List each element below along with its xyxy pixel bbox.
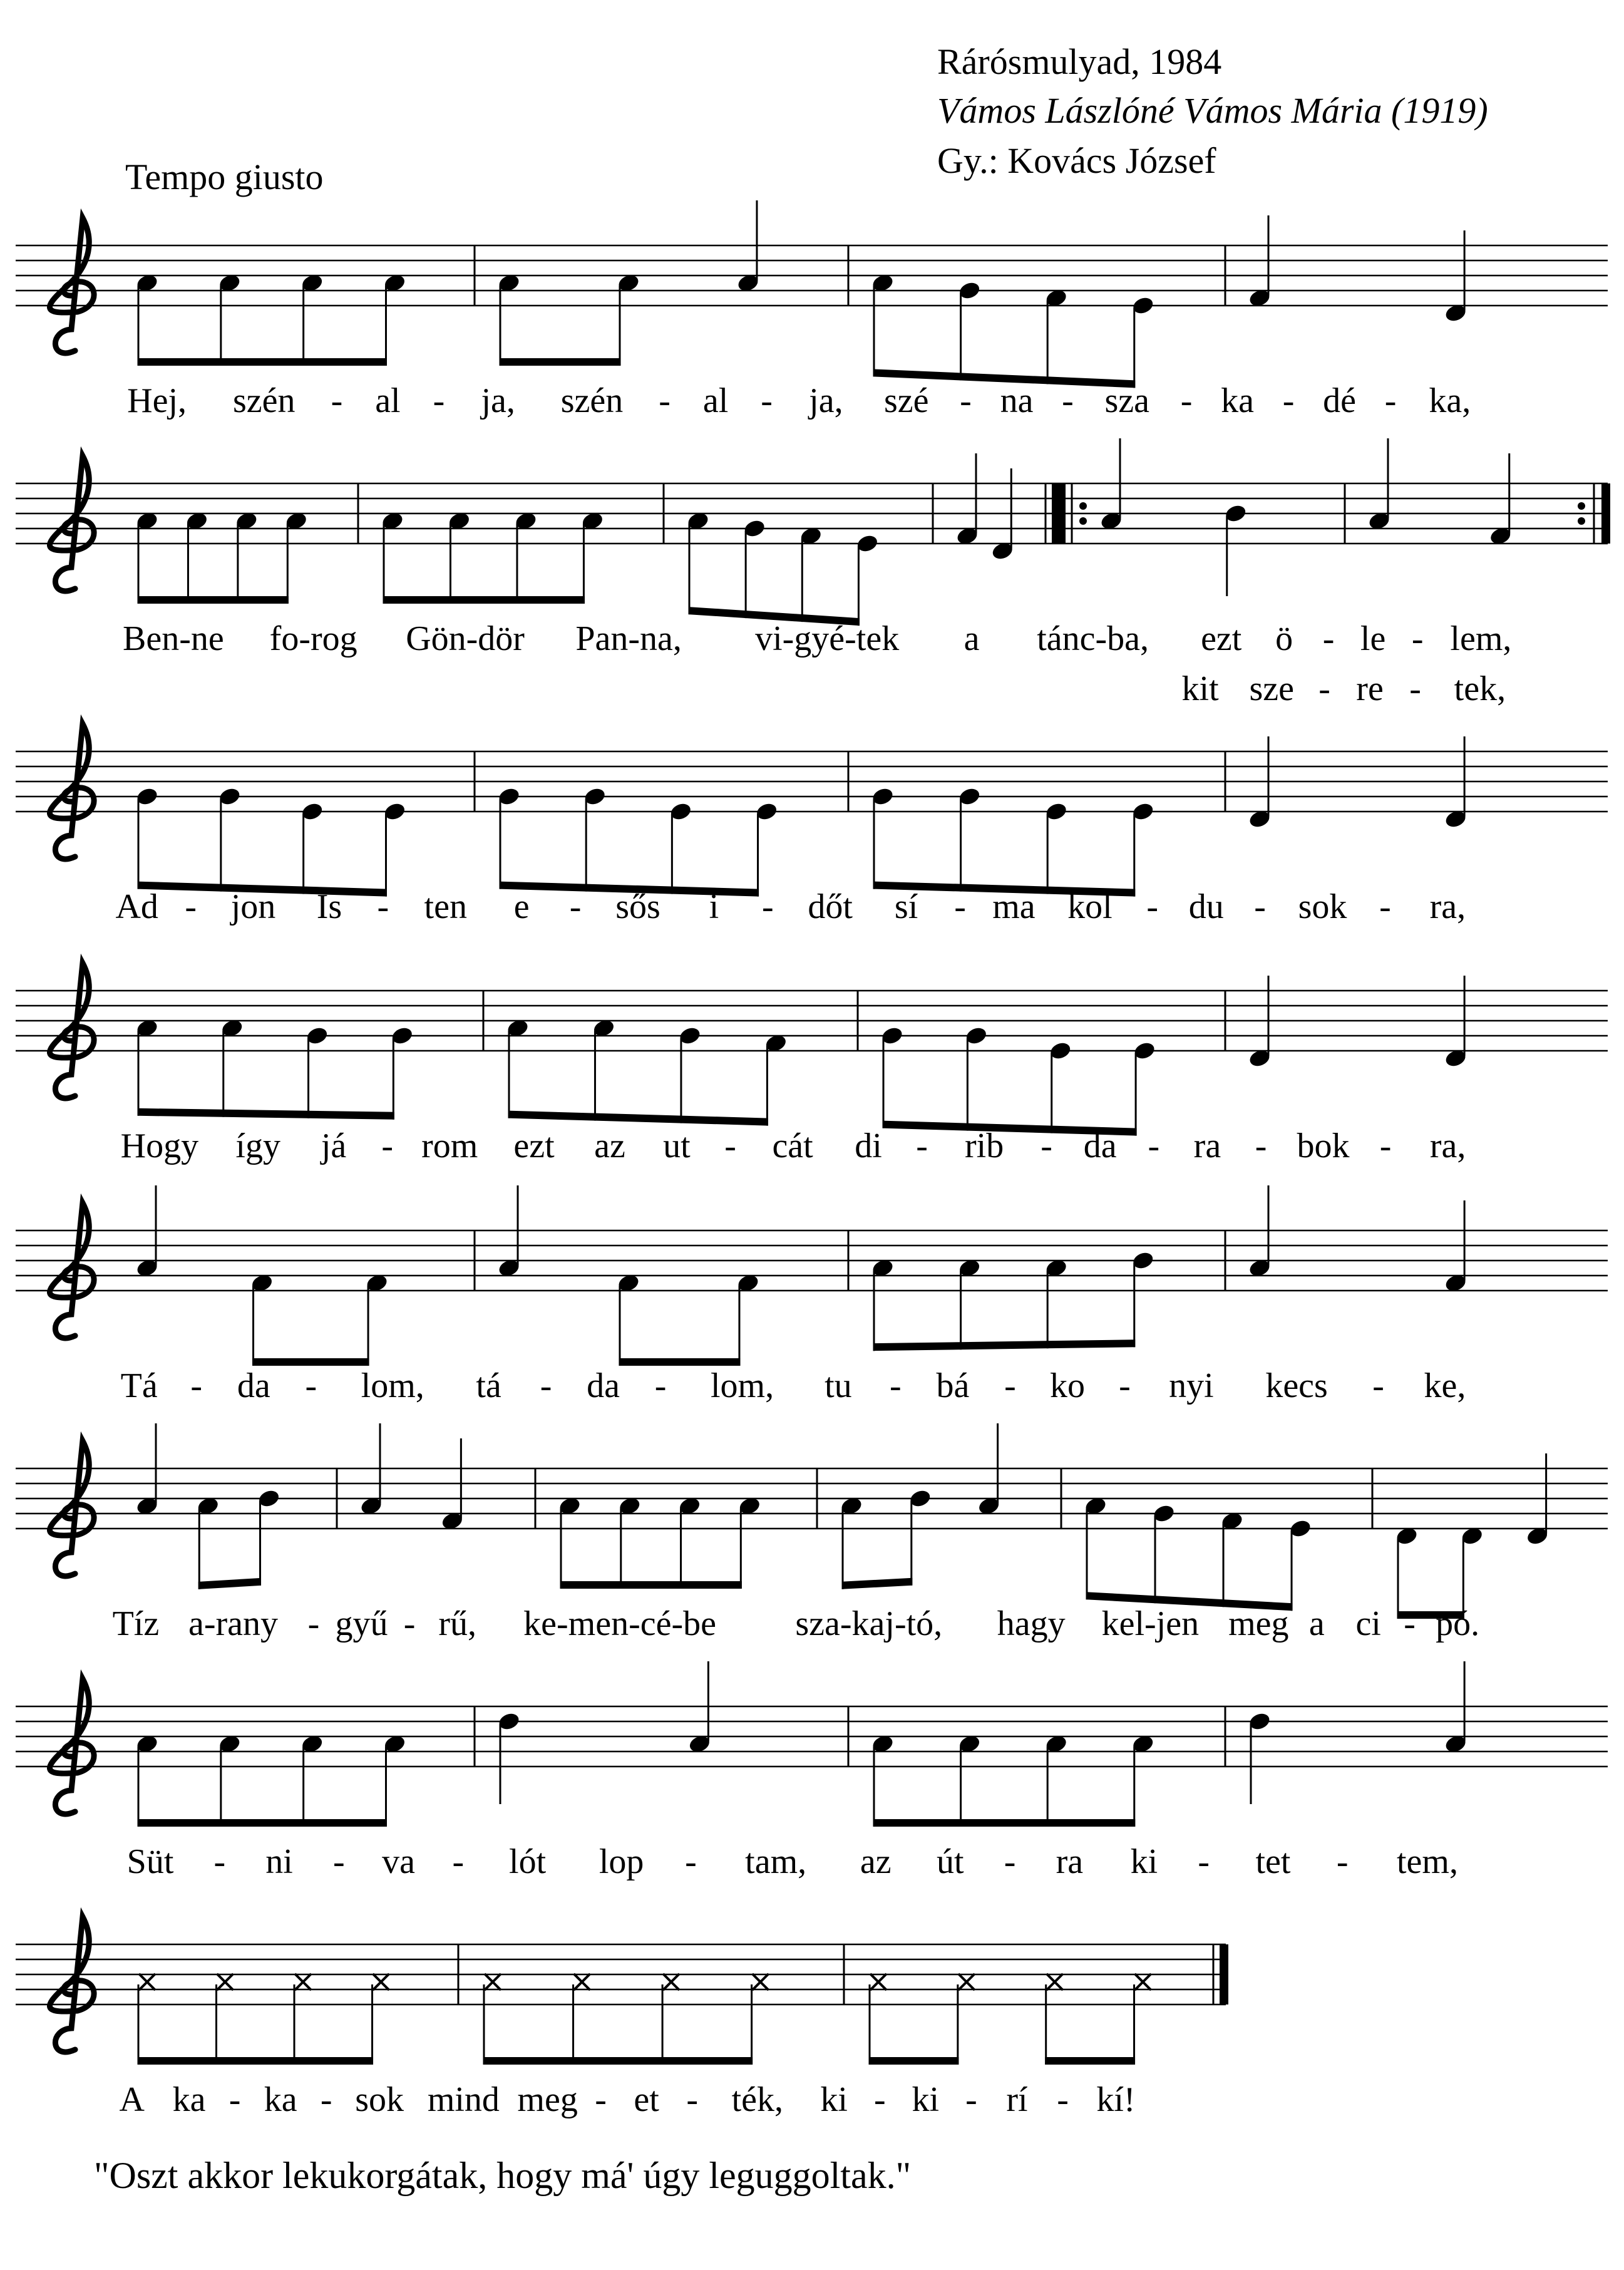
final-barline — [1601, 483, 1610, 544]
lyric-syllable: tek, — [1454, 669, 1506, 708]
lyric-syllable: ö — [1275, 619, 1293, 658]
lyric-syllable: pó. — [1436, 1604, 1480, 1643]
lyric-hyphen: - — [916, 1127, 928, 1165]
lyric-syllable: Hej, — [127, 381, 187, 420]
beam — [383, 596, 585, 604]
lyric-hyphen: - — [1404, 1604, 1416, 1643]
lyric-syllable: kecs — [1265, 1366, 1328, 1405]
lyric-hyphen: - — [685, 1842, 697, 1881]
lyric-hyphen: - — [305, 1366, 317, 1405]
beam — [138, 1819, 387, 1827]
lyric-syllable: Tá — [120, 1366, 158, 1405]
beam — [1045, 2057, 1135, 2065]
lyric-hyphen: - — [1004, 1366, 1016, 1405]
lyric-syllable: dé — [1323, 381, 1356, 420]
lyric-syllable: hagy — [997, 1604, 1066, 1643]
beam — [873, 1819, 1136, 1827]
staff-system — [16, 724, 1608, 926]
lyric-syllable: az — [860, 1842, 892, 1881]
lyric-hyphen: - — [686, 2080, 699, 2119]
lyric-hyphen: - — [1057, 2080, 1069, 2119]
lyric-syllable: di — [855, 1127, 882, 1165]
footer-quote: "Oszt akkor lekukorgátak, hogy má' úgy leguggoltak." — [94, 2155, 912, 2196]
lyric-syllable: fo-rog — [269, 619, 357, 658]
lyric-syllable: kel-jen — [1101, 1604, 1200, 1643]
lyric-hyphen: - — [761, 887, 774, 926]
lyric-syllable: cát — [772, 1127, 813, 1165]
lyric-hyphen: - — [1254, 887, 1266, 926]
lyric-hyphen: - — [1384, 381, 1397, 420]
lyric-hyphen: - — [595, 2080, 607, 2119]
lyric-hyphen: - — [659, 381, 671, 420]
lyric-syllable: na — [1000, 381, 1034, 420]
lyric-hyphen: - — [1198, 1842, 1210, 1881]
lyric-hyphen: - — [1282, 381, 1295, 420]
staff-system — [16, 438, 1610, 708]
lyric-syllable: a — [1308, 1604, 1325, 1643]
lyric-syllable: da — [587, 1366, 620, 1405]
lyric-syllable: Süt — [126, 1842, 174, 1881]
lyric-syllable: rom — [421, 1127, 478, 1165]
lyric-hyphen: - — [1336, 1842, 1349, 1881]
lyric-hyphen: - — [761, 381, 773, 420]
beam — [138, 1108, 394, 1120]
lyric-syllable: e — [513, 887, 530, 926]
lyric-syllable: da — [237, 1366, 270, 1405]
lyric-syllable: le — [1360, 619, 1386, 658]
lyric-syllable: já — [321, 1127, 347, 1165]
lyric-syllable: tu — [825, 1366, 852, 1405]
lyric-hyphen: - — [1180, 381, 1193, 420]
repeat-dot — [1578, 502, 1585, 510]
lyric-syllable: al — [702, 381, 729, 420]
lyric-syllable: sok — [1298, 887, 1347, 926]
lyric-syllable: rű, — [438, 1604, 477, 1643]
lyric-hyphen: - — [377, 887, 389, 926]
lyric-hyphen: - — [873, 2080, 886, 2119]
lyric-hyphen: - — [1119, 1366, 1131, 1405]
lyric-syllable: ka — [264, 2080, 297, 2119]
lyric-syllable: dőt — [808, 887, 853, 926]
lyric-syllable: meg — [517, 2080, 578, 2119]
lyric-syllable: bá — [936, 1366, 970, 1405]
lyric-syllable: kí! — [1096, 2080, 1136, 2119]
lyric-syllable: Gön-dör — [406, 619, 525, 658]
lyric-hyphen: - — [433, 381, 445, 420]
lyric-syllable: Ben-ne — [123, 619, 224, 658]
beam — [500, 358, 621, 366]
treble-clef-icon — [49, 1917, 94, 2052]
beam — [508, 1111, 768, 1126]
beam — [138, 358, 387, 366]
lyric-syllable: ki — [912, 2080, 940, 2119]
treble-clef-icon — [49, 218, 94, 353]
lyric-hyphen: - — [724, 1127, 736, 1165]
lyric-syllable: nyi — [1169, 1366, 1214, 1405]
lyric-syllable: lem, — [1450, 619, 1512, 658]
beam — [198, 1578, 261, 1589]
lyric-syllable: ezt — [513, 1127, 555, 1165]
lyric-syllable: va — [382, 1842, 416, 1881]
lyric-syllable: gyű — [335, 1604, 388, 1643]
lyric-syllable: ja, — [809, 381, 843, 420]
lyric-syllable: lót — [509, 1842, 547, 1881]
lyric-syllable: et — [634, 2080, 659, 2119]
repeat-dot — [1079, 517, 1087, 525]
lyric-syllable: ka — [1221, 381, 1254, 420]
lyric-syllable: ra — [1193, 1127, 1221, 1165]
lyric-syllable: rib — [965, 1127, 1004, 1165]
lyric-syllable: sza — [1104, 381, 1150, 420]
performer: Vámos Lászlóné Vámos Mária (1919) — [937, 90, 1488, 131]
lyric-syllable: mind — [427, 2080, 500, 2119]
staff-system — [16, 963, 1608, 1165]
lyric-syllable: kol — [1067, 887, 1113, 926]
lyric-hyphen: - — [1372, 1366, 1384, 1405]
beam — [483, 2057, 753, 2065]
lyric-hyphen: - — [332, 1842, 345, 1881]
lyric-syllable: ma — [992, 887, 1036, 926]
lyric-hyphen: - — [1255, 1127, 1267, 1165]
lyric-hyphen: - — [1148, 1127, 1160, 1165]
staff-system — [16, 1661, 1608, 1881]
treble-clef-icon — [49, 456, 94, 591]
lyric-hyphen: - — [1041, 1127, 1052, 1165]
repeat-dot — [1578, 517, 1585, 525]
lyric-syllable: ka — [172, 2080, 206, 2119]
beam — [873, 1339, 1136, 1351]
lyric-syllable: meg — [1228, 1604, 1289, 1643]
lyric-syllable: sze — [1249, 669, 1295, 708]
lyric-syllable: ra — [1056, 1842, 1084, 1881]
lyric-syllable: A — [119, 2080, 145, 2119]
staff-system — [16, 1423, 1608, 1643]
lyric-syllable: így — [235, 1127, 280, 1165]
staff-system — [16, 1917, 1228, 2119]
lyric-syllable: sok — [355, 2080, 404, 2119]
lyric-syllable: a — [964, 619, 980, 658]
lyric-hyphen: - — [1004, 1842, 1016, 1881]
lyric-hyphen: - — [403, 1604, 416, 1643]
beam — [138, 596, 289, 604]
lyric-syllable: ni — [265, 1842, 293, 1881]
lyric-hyphen: - — [307, 1604, 320, 1643]
lyric-syllable: tet — [1255, 1842, 1291, 1881]
lyric-hyphen: - — [213, 1842, 226, 1881]
lyric-syllable: ezt — [1201, 619, 1242, 658]
lyric-hyphen: - — [954, 887, 966, 926]
lyric-hyphen: - — [569, 887, 582, 926]
lyric-syllable: kit — [1181, 669, 1219, 708]
collector: Gy.: Kovács József — [937, 140, 1216, 181]
lyric-syllable: szén — [560, 381, 624, 420]
lyric-hyphen: - — [540, 1366, 552, 1405]
treble-clef-icon — [49, 724, 94, 859]
lyric-syllable: út — [937, 1842, 964, 1881]
lyric-syllable: vi-gyé-tek — [755, 619, 900, 658]
lyric-hyphen: - — [654, 1366, 667, 1405]
treble-clef-icon — [49, 1679, 94, 1814]
lyric-syllable: lop — [599, 1842, 644, 1881]
lyric-syllable: tánc-ba, — [1037, 619, 1149, 658]
lyric-hyphen: - — [229, 2080, 241, 2119]
lyric-syllable: rí — [1006, 2080, 1028, 2119]
lyric-hyphen: - — [960, 381, 972, 420]
lyric-syllable: ut — [663, 1127, 691, 1165]
lyric-hyphen: - — [320, 2080, 332, 2119]
lyric-hyphen: - — [890, 1366, 902, 1405]
lyric-syllable: sza-kaj-tó, — [795, 1604, 943, 1643]
lyric-syllable: ten — [424, 887, 467, 926]
lyric-syllable: Hogy — [120, 1127, 199, 1165]
beam — [560, 1581, 742, 1589]
start-repeat-barline — [1057, 483, 1066, 544]
lyric-syllable: ték, — [731, 2080, 784, 2119]
repeat-dot — [1079, 502, 1087, 510]
lyric-hyphen: - — [1062, 381, 1074, 420]
lyric-syllable: ke-men-cé-be — [523, 1604, 716, 1643]
final-barline — [1220, 1944, 1228, 2004]
lyric-hyphen: - — [185, 887, 197, 926]
beam — [869, 2057, 959, 2065]
lyric-syllable: i — [709, 887, 719, 926]
lyric-syllable: lom, — [710, 1366, 774, 1405]
lyric-syllable: ki — [820, 2080, 848, 2119]
lyric-hyphen: - — [1379, 887, 1391, 926]
lyric-syllable: ka, — [1429, 381, 1471, 420]
beam — [252, 1358, 369, 1366]
lyric-hyphen: - — [190, 1366, 203, 1405]
lyric-syllable: ja, — [481, 381, 515, 420]
lyric-syllable: az — [594, 1127, 625, 1165]
lyric-hyphen: - — [331, 381, 343, 420]
lyric-syllable: szé — [883, 381, 929, 420]
beam — [619, 1358, 740, 1366]
beam — [138, 2057, 374, 2065]
lyric-syllable: ki — [1130, 1842, 1158, 1881]
lyric-hyphen: - — [965, 2080, 977, 2119]
lyric-syllable: lom, — [361, 1366, 424, 1405]
tempo-marking: Tempo giusto — [125, 157, 324, 197]
treble-clef-icon — [49, 1203, 94, 1338]
lyric-syllable: ke, — [1424, 1366, 1466, 1405]
staff-system — [16, 200, 1608, 420]
staff-system — [16, 1185, 1608, 1405]
lyric-hyphen: - — [1409, 669, 1421, 708]
lyric-syllable: ra, — [1429, 1127, 1466, 1165]
lyric-hyphen: - — [1146, 887, 1159, 926]
lyric-hyphen: - — [1379, 1127, 1392, 1165]
lyric-syllable: Is — [316, 887, 342, 926]
lyric-syllable: du — [1188, 887, 1224, 926]
lyric-syllable: ko — [1049, 1366, 1085, 1405]
lyric-hyphen: - — [381, 1127, 394, 1165]
lyric-syllable: ra, — [1429, 887, 1466, 926]
lyric-hyphen: - — [452, 1842, 465, 1881]
lyric-syllable: szén — [232, 381, 296, 420]
lyric-syllable: bok — [1297, 1127, 1350, 1165]
lyric-syllable: a-rany — [188, 1604, 279, 1643]
place-year: Rárósmulyad, 1984 — [937, 41, 1222, 82]
treble-clef-icon — [49, 963, 94, 1098]
lyric-syllable: Pan-na, — [575, 619, 682, 658]
lyric-syllable: ci — [1355, 1604, 1381, 1643]
lyric-syllable: da — [1083, 1127, 1117, 1165]
treble-clef-icon — [49, 1441, 94, 1576]
lyric-syllable: tá — [476, 1366, 501, 1405]
lyric-syllable: tam, — [745, 1842, 807, 1881]
lyric-syllable: Tíz — [112, 1604, 160, 1643]
lyric-hyphen: - — [1318, 669, 1330, 708]
lyric-syllable: sí — [894, 887, 918, 926]
lyric-syllable: sős — [615, 887, 660, 926]
lyric-syllable: tem, — [1396, 1842, 1458, 1881]
beam — [842, 1578, 913, 1589]
lyric-syllable: Ad — [115, 887, 158, 926]
lyric-hyphen: - — [1411, 619, 1424, 658]
lyric-hyphen: - — [1322, 619, 1335, 658]
lyric-syllable: al — [375, 381, 401, 420]
lyric-syllable: re — [1356, 669, 1384, 708]
lyric-syllable: jon — [230, 887, 276, 926]
